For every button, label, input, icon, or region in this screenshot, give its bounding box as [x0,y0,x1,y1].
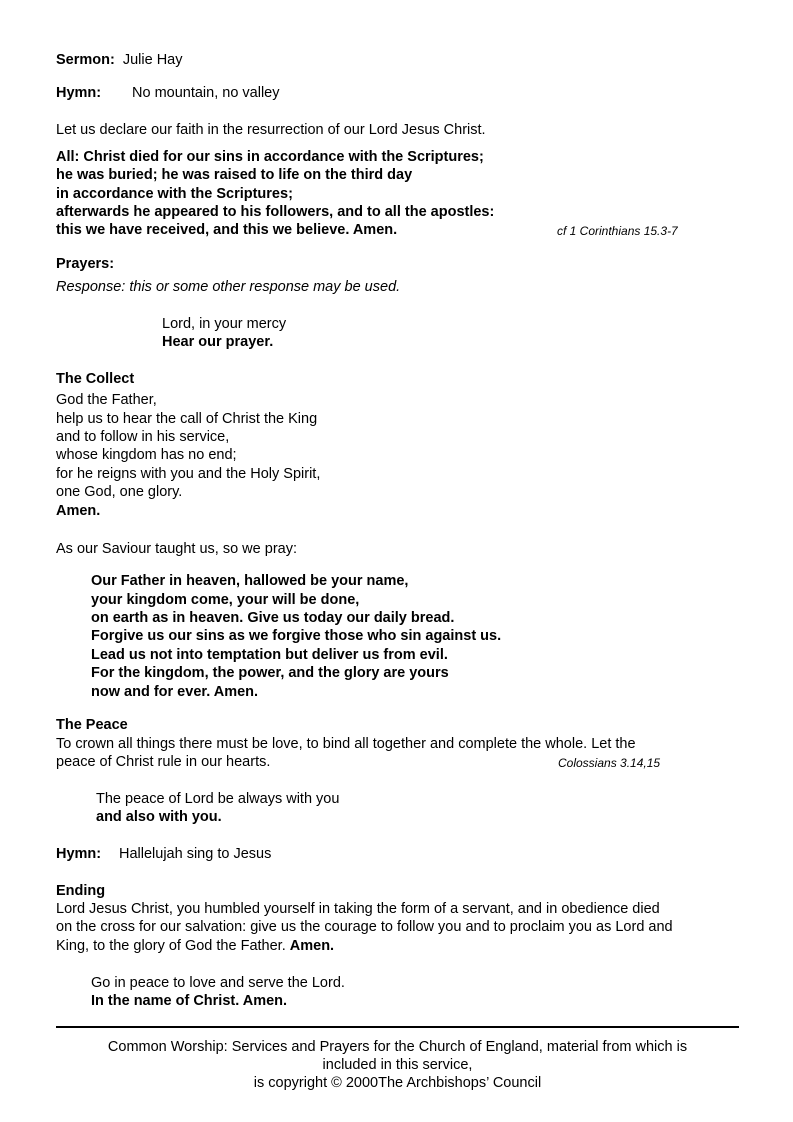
sermon-preacher: Julie Hay [122,52,183,68]
ending-text: King, to the glory of God the Father. [56,938,286,954]
ending-text-line-3 [56,937,334,955]
creed-line: he was buried; he was raised to life on the third day [56,167,413,183]
lords-prayer-line: now and for ever. Amen. [91,684,259,700]
peace-heading: The Peace [56,717,128,733]
ending-text-line: on the cross for our salvation: give us the courage to follow you and to proclaim you as Lord and [56,919,673,935]
collect-line: help us to hear the call of Christ the King [56,411,318,427]
collect-line: for he reigns with you and the Holy Spirit, [56,466,321,482]
collect-line: whose kingdom has no end; [56,447,237,463]
lords-prayer-intro: As our Saviour taught us, so we pray: [56,541,297,557]
collect-line: one God, one glory. [56,484,183,500]
peace-reference: Colossians 3.14,15 [558,756,661,770]
hymn-title-1: No mountain, no valley [132,85,280,101]
peace-response: and also with you. [96,809,222,825]
creed-line: afterwards he appeared to his followers, and to all the apostles: [56,204,495,220]
lords-prayer-line: Lead us not into temptation but deliver us from evil. [91,647,448,663]
lords-prayer-line: Forgive us our sins as we forgive those who sin against us. [91,628,502,644]
lords-prayer-line: your kingdom come, your will be done, [91,592,360,608]
creed-line: in accordance with the Scriptures; [56,186,293,202]
footer-divider [56,1026,739,1028]
dismissal-response: In the name of Christ. Amen. [91,993,288,1009]
creed-reference: cf 1 Corinthians 15.3-7 [557,224,678,238]
collect-line: and to follow in his service, [56,429,230,445]
peace-text-line: peace of Christ rule in our hearts. [56,754,271,770]
sermon-label: Sermon: [56,52,115,68]
footer-copyright: is copyright © 2000The Archbishops’ Council [253,1075,542,1091]
peace-text-line: To crown all things there must be love, to bind all together and complete the whole. Let the [56,736,636,752]
sermon-line [56,51,183,69]
hymn-label-1: Hymn: [56,85,102,101]
lords-prayer-line: Our Father in heaven, hallowed be your name, [91,573,409,589]
collect-heading: The Collect [56,371,135,387]
prayers-note: Response: this or some other response may be used. [56,279,401,295]
creed-line: All: Christ died for our sins in accordance with the Scriptures; [56,149,484,165]
prayers-versicle: Lord, in your mercy [162,316,287,332]
lords-prayer-line: on earth as in heaven. Give us today our daily bread. [91,610,455,626]
footer-line: Common Worship: Services and Prayers for the Church of England, material from which is [107,1039,688,1055]
hymn-line-1 [56,84,280,102]
collect-line: God the Father, [56,392,157,408]
lords-prayer-line: For the kingdom, the power, and the glory are yours [91,665,449,681]
prayers-response: Hear our prayer. [162,334,274,350]
creed-intro: Let us declare our faith in the resurrection of our Lord Jesus Christ. [56,122,486,138]
hymn-label-2: Hymn: [56,846,102,862]
ending-amen: Amen. [289,938,335,954]
prayers-heading: Prayers: [56,256,115,272]
collect-amen: Amen. [56,503,101,519]
peace-versicle: The peace of Lord be always with you [96,791,340,807]
ending-heading: Ending [56,883,106,899]
hymn-title-2: Hallelujah sing to Jesus [119,846,272,862]
footer-line: included in this service, [322,1057,473,1073]
creed-line: this we have received, and this we believe. Amen. [56,222,398,238]
ending-text-line: Lord Jesus Christ, you humbled yourself in taking the form of a servant, and in obedience died [56,901,660,917]
dismissal: Go in peace to love and serve the Lord. [91,975,345,991]
hymn-line-2 [56,845,271,863]
